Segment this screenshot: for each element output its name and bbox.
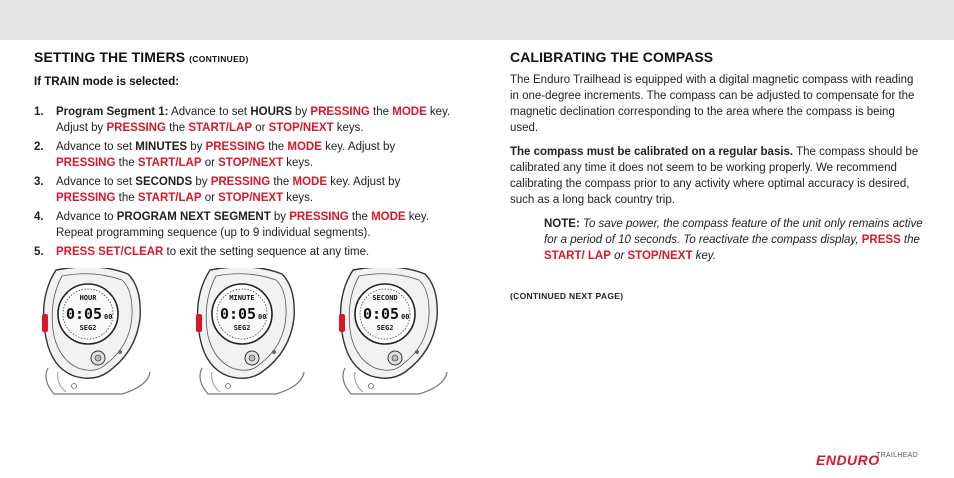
step-text: MODE	[292, 176, 328, 188]
watch-hundredths: 00	[401, 313, 410, 321]
step-text: by	[291, 106, 311, 118]
step-text: PRESSING	[210, 176, 271, 188]
step-text: by	[187, 141, 206, 153]
step-text: STOP/NEXT	[268, 122, 334, 134]
step-text: Advance to	[56, 211, 117, 223]
step-text: START/LAP	[137, 192, 202, 204]
step-text: key. Adjust by	[56, 106, 451, 134]
step-text: MODE	[287, 141, 322, 153]
setting-timers-section	[34, 48, 454, 263]
step-3	[34, 174, 454, 206]
step-text: the	[165, 122, 189, 134]
step-number: 4.	[34, 211, 44, 223]
step-number: 3.	[34, 176, 44, 188]
step-text: SECONDS	[135, 176, 193, 188]
trailhead-model-label: TRAILHEAD	[876, 452, 918, 459]
top-band	[0, 0, 954, 40]
step-1	[34, 104, 454, 136]
step-number: 5.	[34, 246, 44, 258]
step-text: MODE	[392, 106, 427, 118]
step-text: to exit the setting sequence at any time.	[163, 246, 370, 258]
step-4	[34, 209, 454, 241]
watch-time-readout: 0:05	[65, 305, 103, 323]
step-text: the	[369, 106, 393, 118]
step-text: or	[201, 192, 219, 204]
step-text: HOURS	[250, 106, 292, 118]
compass-calibration-paragraph: The compass must be calibrated on a regular basis. The compass should be calibrated any time it does not seem to be working properly. We recommend calibrating the compass prior to any activity where optimal accuracy is desired, such as a long back country trip.	[510, 146, 919, 206]
step-number: 2.	[34, 141, 44, 153]
step-text: START/LAP	[188, 122, 252, 134]
step-text: PROGRAM NEXT SEGMENT	[116, 211, 271, 223]
steps-list	[34, 104, 454, 260]
step-text: key. Adjust by	[327, 176, 401, 188]
watch-mode-label: MINUTE	[229, 294, 255, 302]
watch-segment-label: SEG2	[376, 324, 394, 332]
step-text: MODE	[371, 211, 406, 223]
watch-illustration	[192, 268, 312, 398]
step-5	[34, 244, 454, 260]
train-mode-subhead: If TRAIN mode is selected:	[34, 76, 180, 88]
continued-next-page: (CONTINUED NEXT PAGE)	[510, 291, 624, 301]
step-text: keys.	[283, 192, 314, 204]
step-text: the	[348, 211, 372, 223]
step-text: PRESSING	[106, 122, 166, 134]
section-title-calibrating-compass: CALIBRATING THE COMPASS	[510, 49, 714, 65]
watch-mode-label: HOUR	[79, 294, 97, 302]
step-2	[34, 139, 454, 171]
step-text: PRESSING	[289, 211, 349, 223]
watch-segment-label: SEG2	[79, 324, 97, 332]
watch-time-readout: 0:05	[362, 305, 400, 323]
step-text: START/LAP	[137, 157, 202, 169]
watch-hundredths: 00	[104, 313, 113, 321]
enduro-logo: ENDURO	[816, 452, 880, 468]
step-text: PRESS SET/CLEAR	[56, 246, 164, 258]
watch-time-readout: 0:05	[219, 305, 257, 323]
step-text: the	[270, 176, 293, 188]
step-text: keys.	[333, 122, 364, 134]
watch-illustration	[38, 268, 158, 398]
step-text: MINUTES	[135, 141, 188, 153]
step-number: 1.	[34, 106, 44, 118]
section-title-setting-timers: SETTING THE TIMERS (CONTINUED)	[34, 49, 249, 65]
step-text: or	[201, 157, 219, 169]
step-text: PRESSING	[56, 157, 116, 169]
step-text: PRESSING	[310, 106, 370, 118]
step-text: the	[265, 141, 288, 153]
compass-intro-paragraph: The Enduro Trailhead is equipped with a digital magnetic compass with reading in one-degree increments. The compass can be adjusted to compensate for the magnetic declination corresponding to the area where the compass is being used.	[510, 74, 915, 134]
calibrating-compass-section	[510, 48, 925, 304]
watch-illustration	[335, 268, 455, 398]
step-text: by	[270, 211, 290, 223]
compass-note: NOTE: To save power, the compass feature of the unit only remains active for a period of 10 seconds. To reactivate the compass display, PRESS the START/ LAP or STOP/NEXT key.	[544, 218, 923, 262]
watch-hundredths: 00	[258, 313, 267, 321]
step-text: PRESSING	[205, 141, 266, 153]
step-text: by	[192, 176, 211, 188]
step-text: Advance to set	[56, 141, 136, 153]
step-text: Advance to set	[56, 176, 136, 188]
continued-label: (CONTINUED)	[189, 54, 249, 64]
step-text: STOP/NEXT	[218, 157, 284, 169]
step-text: key. Adjust by	[321, 141, 396, 153]
watch-mode-label: SECOND	[372, 294, 398, 302]
watch-segment-label: SEG2	[233, 324, 251, 332]
step-text: Advance to set	[168, 106, 251, 118]
step-text: STOP/NEXT	[218, 192, 284, 204]
step-text: keys.	[283, 157, 314, 169]
step-text: Program Segment 1:	[56, 106, 169, 118]
step-text: key. Repeat programming sequence (up to 9 individual segments).	[56, 211, 430, 239]
step-text: PRESSING	[56, 192, 116, 204]
step-text: the	[115, 157, 138, 169]
step-text: the	[115, 192, 138, 204]
step-text: or	[252, 122, 269, 134]
